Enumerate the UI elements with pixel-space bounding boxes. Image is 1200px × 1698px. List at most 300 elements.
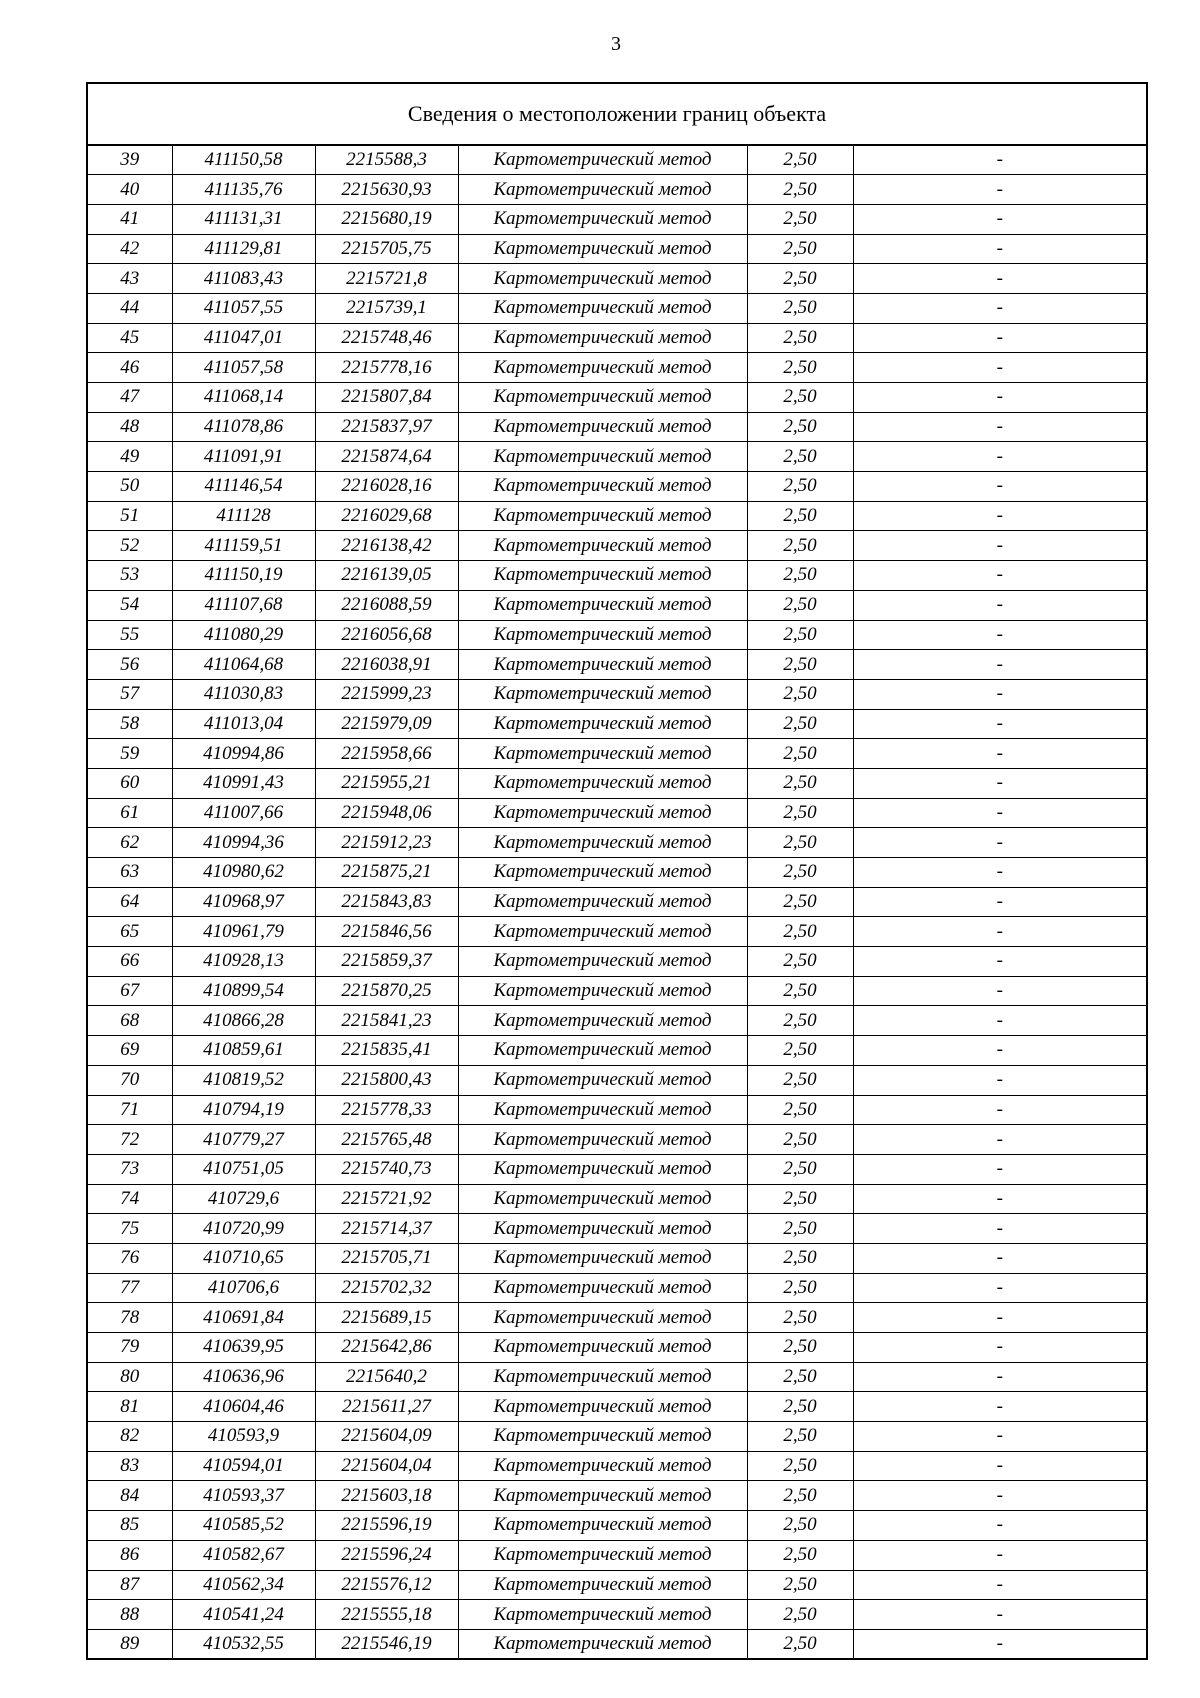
method-cell: Картометрический метод bbox=[458, 947, 747, 977]
y-coordinate-cell: 2215874,64 bbox=[315, 442, 458, 472]
precision-cell: 2,50 bbox=[747, 531, 853, 561]
table-title: Сведения о местоположении границ объекта bbox=[87, 83, 1147, 145]
x-coordinate-cell: 411057,55 bbox=[172, 293, 315, 323]
y-coordinate-cell: 2215999,23 bbox=[315, 679, 458, 709]
x-coordinate-cell: 410980,62 bbox=[172, 858, 315, 888]
x-coordinate-cell: 411078,86 bbox=[172, 412, 315, 442]
method-cell: Картометрический метод bbox=[458, 1214, 747, 1244]
table-row bbox=[87, 383, 1147, 413]
precision-cell: 2,50 bbox=[747, 204, 853, 234]
x-coordinate-cell: 411080,29 bbox=[172, 620, 315, 650]
method-cell: Картометрический метод bbox=[458, 383, 747, 413]
x-coordinate-cell: 410541,24 bbox=[172, 1600, 315, 1630]
method-cell: Картометрический метод bbox=[458, 353, 747, 383]
point-number-cell: 80 bbox=[87, 1362, 172, 1392]
page-number: 3 bbox=[611, 33, 621, 55]
precision-cell: 2,50 bbox=[747, 1362, 853, 1392]
table-row bbox=[87, 1125, 1147, 1155]
x-coordinate-cell: 410593,37 bbox=[172, 1481, 315, 1511]
precision-cell: 2,50 bbox=[747, 887, 853, 917]
table-row bbox=[87, 1451, 1147, 1481]
x-coordinate-cell: 411068,14 bbox=[172, 383, 315, 413]
method-cell: Картометрический метод bbox=[458, 531, 747, 561]
precision-cell: 2,50 bbox=[747, 590, 853, 620]
y-coordinate-cell: 2215611,27 bbox=[315, 1392, 458, 1422]
y-coordinate-cell: 2215778,33 bbox=[315, 1095, 458, 1125]
point-number-cell: 62 bbox=[87, 828, 172, 858]
x-coordinate-cell: 411091,91 bbox=[172, 442, 315, 472]
description-cell: - bbox=[853, 1214, 1147, 1244]
y-coordinate-cell: 2215680,19 bbox=[315, 204, 458, 234]
description-cell: - bbox=[853, 175, 1147, 205]
y-coordinate-cell: 2215596,19 bbox=[315, 1511, 458, 1541]
description-cell: - bbox=[853, 234, 1147, 264]
precision-cell: 2,50 bbox=[747, 1600, 853, 1630]
table-row bbox=[87, 709, 1147, 739]
y-coordinate-cell: 2215837,97 bbox=[315, 412, 458, 442]
point-number-cell: 60 bbox=[87, 768, 172, 798]
y-coordinate-cell: 2216088,59 bbox=[315, 590, 458, 620]
table-row bbox=[87, 1540, 1147, 1570]
table-row bbox=[87, 412, 1147, 442]
precision-cell: 2,50 bbox=[747, 1629, 853, 1659]
table-row bbox=[87, 1629, 1147, 1659]
y-coordinate-cell: 2215705,75 bbox=[315, 234, 458, 264]
point-number-cell: 86 bbox=[87, 1540, 172, 1570]
point-number-cell: 44 bbox=[87, 293, 172, 323]
point-number-cell: 73 bbox=[87, 1154, 172, 1184]
x-coordinate-cell: 410594,01 bbox=[172, 1451, 315, 1481]
description-cell: - bbox=[853, 323, 1147, 353]
y-coordinate-cell: 2215979,09 bbox=[315, 709, 458, 739]
point-number-cell: 47 bbox=[87, 383, 172, 413]
method-cell: Картометрический метод bbox=[458, 1006, 747, 1036]
point-number-cell: 43 bbox=[87, 264, 172, 294]
point-number-cell: 45 bbox=[87, 323, 172, 353]
method-cell: Картометрический метод bbox=[458, 1511, 747, 1541]
description-cell: - bbox=[853, 858, 1147, 888]
point-number-cell: 68 bbox=[87, 1006, 172, 1036]
point-number-cell: 72 bbox=[87, 1125, 172, 1155]
x-coordinate-cell: 410859,61 bbox=[172, 1036, 315, 1066]
description-cell: - bbox=[853, 1600, 1147, 1630]
x-coordinate-cell: 410532,55 bbox=[172, 1629, 315, 1659]
x-coordinate-cell: 410899,54 bbox=[172, 976, 315, 1006]
description-cell: - bbox=[853, 1362, 1147, 1392]
y-coordinate-cell: 2215835,41 bbox=[315, 1036, 458, 1066]
method-cell: Картометрический метод bbox=[458, 1154, 747, 1184]
description-cell: - bbox=[853, 1570, 1147, 1600]
precision-cell: 2,50 bbox=[747, 442, 853, 472]
precision-cell: 2,50 bbox=[747, 353, 853, 383]
precision-cell: 2,50 bbox=[747, 1540, 853, 1570]
table-row bbox=[87, 323, 1147, 353]
precision-cell: 2,50 bbox=[747, 1422, 853, 1452]
method-cell: Картометрический метод bbox=[458, 264, 747, 294]
table-row bbox=[87, 1214, 1147, 1244]
table-row bbox=[87, 1422, 1147, 1452]
description-cell: - bbox=[853, 293, 1147, 323]
point-number-cell: 46 bbox=[87, 353, 172, 383]
x-coordinate-cell: 411064,68 bbox=[172, 650, 315, 680]
precision-cell: 2,50 bbox=[747, 1095, 853, 1125]
y-coordinate-cell: 2215846,56 bbox=[315, 917, 458, 947]
y-coordinate-cell: 2215714,37 bbox=[315, 1214, 458, 1244]
x-coordinate-cell: 411047,01 bbox=[172, 323, 315, 353]
precision-cell: 2,50 bbox=[747, 412, 853, 442]
precision-cell: 2,50 bbox=[747, 1333, 853, 1363]
point-number-cell: 87 bbox=[87, 1570, 172, 1600]
precision-cell: 2,50 bbox=[747, 293, 853, 323]
y-coordinate-cell: 2216029,68 bbox=[315, 501, 458, 531]
precision-cell: 2,50 bbox=[747, 858, 853, 888]
method-cell: Картометрический метод bbox=[458, 472, 747, 502]
table-row bbox=[87, 976, 1147, 1006]
precision-cell: 2,50 bbox=[747, 620, 853, 650]
description-cell: - bbox=[853, 917, 1147, 947]
description-cell: - bbox=[853, 620, 1147, 650]
description-cell: - bbox=[853, 1095, 1147, 1125]
x-coordinate-cell: 411057,58 bbox=[172, 353, 315, 383]
description-cell: - bbox=[853, 1125, 1147, 1155]
table-row bbox=[87, 264, 1147, 294]
y-coordinate-cell: 2215603,18 bbox=[315, 1481, 458, 1511]
point-number-cell: 71 bbox=[87, 1095, 172, 1125]
description-cell: - bbox=[853, 264, 1147, 294]
method-cell: Картометрический метод bbox=[458, 1273, 747, 1303]
x-coordinate-cell: 410706,6 bbox=[172, 1273, 315, 1303]
x-coordinate-cell: 411146,54 bbox=[172, 472, 315, 502]
table-row bbox=[87, 472, 1147, 502]
precision-cell: 2,50 bbox=[747, 323, 853, 353]
y-coordinate-cell: 2215843,83 bbox=[315, 887, 458, 917]
x-coordinate-cell: 411150,19 bbox=[172, 561, 315, 591]
precision-cell: 2,50 bbox=[747, 947, 853, 977]
precision-cell: 2,50 bbox=[747, 1481, 853, 1511]
x-coordinate-cell: 410991,43 bbox=[172, 768, 315, 798]
y-coordinate-cell: 2216138,42 bbox=[315, 531, 458, 561]
y-coordinate-cell: 2215807,84 bbox=[315, 383, 458, 413]
x-coordinate-cell: 410961,79 bbox=[172, 917, 315, 947]
table-row bbox=[87, 679, 1147, 709]
method-cell: Картометрический метод bbox=[458, 620, 747, 650]
y-coordinate-cell: 2215958,66 bbox=[315, 739, 458, 769]
x-coordinate-cell: 410779,27 bbox=[172, 1125, 315, 1155]
table-row bbox=[87, 1065, 1147, 1095]
point-number-cell: 78 bbox=[87, 1303, 172, 1333]
y-coordinate-cell: 2215576,12 bbox=[315, 1570, 458, 1600]
table-row bbox=[87, 175, 1147, 205]
method-cell: Картометрический метод bbox=[458, 1362, 747, 1392]
method-cell: Картометрический метод bbox=[458, 1243, 747, 1273]
precision-cell: 2,50 bbox=[747, 828, 853, 858]
precision-cell: 2,50 bbox=[747, 234, 853, 264]
description-cell: - bbox=[853, 768, 1147, 798]
table-row bbox=[87, 1362, 1147, 1392]
precision-cell: 2,50 bbox=[747, 1273, 853, 1303]
method-cell: Картометрический метод bbox=[458, 887, 747, 917]
x-coordinate-cell: 410994,86 bbox=[172, 739, 315, 769]
method-cell: Картометрический метод bbox=[458, 1333, 747, 1363]
table-row bbox=[87, 768, 1147, 798]
point-number-cell: 76 bbox=[87, 1243, 172, 1273]
description-cell: - bbox=[853, 947, 1147, 977]
x-coordinate-cell: 410604,46 bbox=[172, 1392, 315, 1422]
method-cell: Картометрический метод bbox=[458, 1570, 747, 1600]
table-row bbox=[87, 1333, 1147, 1363]
table-row bbox=[87, 234, 1147, 264]
table-row bbox=[87, 204, 1147, 234]
point-number-cell: 41 bbox=[87, 204, 172, 234]
point-number-cell: 63 bbox=[87, 858, 172, 888]
description-cell: - bbox=[853, 1422, 1147, 1452]
description-cell: - bbox=[853, 1065, 1147, 1095]
table-row bbox=[87, 1036, 1147, 1066]
y-coordinate-cell: 2215705,71 bbox=[315, 1243, 458, 1273]
point-number-cell: 88 bbox=[87, 1600, 172, 1630]
y-coordinate-cell: 2215740,73 bbox=[315, 1154, 458, 1184]
x-coordinate-cell: 411131,31 bbox=[172, 204, 315, 234]
precision-cell: 2,50 bbox=[747, 650, 853, 680]
boundary-coordinates-table bbox=[86, 82, 1148, 1660]
method-cell: Картометрический метод bbox=[458, 1422, 747, 1452]
x-coordinate-cell: 410593,9 bbox=[172, 1422, 315, 1452]
point-number-cell: 54 bbox=[87, 590, 172, 620]
method-cell: Картометрический метод bbox=[458, 561, 747, 591]
description-cell: - bbox=[853, 679, 1147, 709]
x-coordinate-cell: 410866,28 bbox=[172, 1006, 315, 1036]
method-cell: Картометрический метод bbox=[458, 145, 747, 175]
method-cell: Картометрический метод bbox=[458, 1303, 747, 1333]
x-coordinate-cell: 410639,95 bbox=[172, 1333, 315, 1363]
precision-cell: 2,50 bbox=[747, 383, 853, 413]
y-coordinate-cell: 2215604,09 bbox=[315, 1422, 458, 1452]
y-coordinate-cell: 2215721,8 bbox=[315, 264, 458, 294]
table-row bbox=[87, 620, 1147, 650]
y-coordinate-cell: 2215702,32 bbox=[315, 1273, 458, 1303]
y-coordinate-cell: 2215588,3 bbox=[315, 145, 458, 175]
method-cell: Картометрический метод bbox=[458, 1540, 747, 1570]
table-row bbox=[87, 561, 1147, 591]
y-coordinate-cell: 2215778,16 bbox=[315, 353, 458, 383]
description-cell: - bbox=[853, 531, 1147, 561]
y-coordinate-cell: 2215748,46 bbox=[315, 323, 458, 353]
x-coordinate-cell: 411129,81 bbox=[172, 234, 315, 264]
y-coordinate-cell: 2215555,18 bbox=[315, 1600, 458, 1630]
precision-cell: 2,50 bbox=[747, 739, 853, 769]
table-row bbox=[87, 650, 1147, 680]
y-coordinate-cell: 2215875,21 bbox=[315, 858, 458, 888]
point-number-cell: 74 bbox=[87, 1184, 172, 1214]
precision-cell: 2,50 bbox=[747, 1570, 853, 1600]
table-row bbox=[87, 293, 1147, 323]
point-number-cell: 81 bbox=[87, 1392, 172, 1422]
precision-cell: 2,50 bbox=[747, 1184, 853, 1214]
description-cell: - bbox=[853, 1629, 1147, 1659]
precision-cell: 2,50 bbox=[747, 1154, 853, 1184]
method-cell: Картометрический метод bbox=[458, 1629, 747, 1659]
point-number-cell: 84 bbox=[87, 1481, 172, 1511]
method-cell: Картометрический метод bbox=[458, 1451, 747, 1481]
method-cell: Картометрический метод bbox=[458, 590, 747, 620]
x-coordinate-cell: 411128 bbox=[172, 501, 315, 531]
point-number-cell: 77 bbox=[87, 1273, 172, 1303]
precision-cell: 2,50 bbox=[747, 768, 853, 798]
point-number-cell: 56 bbox=[87, 650, 172, 680]
description-cell: - bbox=[853, 1392, 1147, 1422]
precision-cell: 2,50 bbox=[747, 1006, 853, 1036]
x-coordinate-cell: 410928,13 bbox=[172, 947, 315, 977]
y-coordinate-cell: 2215765,48 bbox=[315, 1125, 458, 1155]
description-cell: - bbox=[853, 887, 1147, 917]
description-cell: - bbox=[853, 1303, 1147, 1333]
x-coordinate-cell: 410585,52 bbox=[172, 1511, 315, 1541]
description-cell: - bbox=[853, 976, 1147, 1006]
method-cell: Картометрический метод bbox=[458, 1036, 747, 1066]
y-coordinate-cell: 2215912,23 bbox=[315, 828, 458, 858]
x-coordinate-cell: 410968,97 bbox=[172, 887, 315, 917]
description-cell: - bbox=[853, 709, 1147, 739]
precision-cell: 2,50 bbox=[747, 976, 853, 1006]
description-cell: - bbox=[853, 650, 1147, 680]
y-coordinate-cell: 2215596,24 bbox=[315, 1540, 458, 1570]
precision-cell: 2,50 bbox=[747, 1451, 853, 1481]
description-cell: - bbox=[853, 828, 1147, 858]
precision-cell: 2,50 bbox=[747, 1214, 853, 1244]
method-cell: Картометрический метод bbox=[458, 1392, 747, 1422]
precision-cell: 2,50 bbox=[747, 1243, 853, 1273]
table-row bbox=[87, 858, 1147, 888]
method-cell: Картометрический метод bbox=[458, 1065, 747, 1095]
table-body bbox=[87, 145, 1147, 1659]
method-cell: Картометрический метод bbox=[458, 976, 747, 1006]
precision-cell: 2,50 bbox=[747, 798, 853, 828]
description-cell: - bbox=[853, 798, 1147, 828]
description-cell: - bbox=[853, 1243, 1147, 1273]
description-cell: - bbox=[853, 1154, 1147, 1184]
table-row bbox=[87, 1511, 1147, 1541]
method-cell: Картометрический метод bbox=[458, 709, 747, 739]
point-number-cell: 66 bbox=[87, 947, 172, 977]
x-coordinate-cell: 411135,76 bbox=[172, 175, 315, 205]
description-cell: - bbox=[853, 1540, 1147, 1570]
precision-cell: 2,50 bbox=[747, 1065, 853, 1095]
description-cell: - bbox=[853, 739, 1147, 769]
x-coordinate-cell: 410691,84 bbox=[172, 1303, 315, 1333]
y-coordinate-cell: 2215739,1 bbox=[315, 293, 458, 323]
x-coordinate-cell: 411013,04 bbox=[172, 709, 315, 739]
y-coordinate-cell: 2215642,86 bbox=[315, 1333, 458, 1363]
y-coordinate-cell: 2215689,15 bbox=[315, 1303, 458, 1333]
description-cell: - bbox=[853, 1333, 1147, 1363]
description-cell: - bbox=[853, 590, 1147, 620]
point-number-cell: 53 bbox=[87, 561, 172, 591]
method-cell: Картометрический метод bbox=[458, 501, 747, 531]
precision-cell: 2,50 bbox=[747, 1392, 853, 1422]
description-cell: - bbox=[853, 204, 1147, 234]
y-coordinate-cell: 2215955,21 bbox=[315, 768, 458, 798]
point-number-cell: 39 bbox=[87, 145, 172, 175]
x-coordinate-cell: 410562,34 bbox=[172, 1570, 315, 1600]
point-number-cell: 58 bbox=[87, 709, 172, 739]
method-cell: Картометрический метод bbox=[458, 1125, 747, 1155]
description-cell: - bbox=[853, 472, 1147, 502]
y-coordinate-cell: 2215948,06 bbox=[315, 798, 458, 828]
x-coordinate-cell: 410751,05 bbox=[172, 1154, 315, 1184]
y-coordinate-cell: 2215859,37 bbox=[315, 947, 458, 977]
point-number-cell: 42 bbox=[87, 234, 172, 264]
x-coordinate-cell: 411107,68 bbox=[172, 590, 315, 620]
table-row bbox=[87, 887, 1147, 917]
method-cell: Картометрический метод bbox=[458, 323, 747, 353]
point-number-cell: 70 bbox=[87, 1065, 172, 1095]
table-row bbox=[87, 1273, 1147, 1303]
description-cell: - bbox=[853, 412, 1147, 442]
point-number-cell: 75 bbox=[87, 1214, 172, 1244]
description-cell: - bbox=[853, 442, 1147, 472]
point-number-cell: 82 bbox=[87, 1422, 172, 1452]
precision-cell: 2,50 bbox=[747, 709, 853, 739]
precision-cell: 2,50 bbox=[747, 501, 853, 531]
y-coordinate-cell: 2215870,25 bbox=[315, 976, 458, 1006]
precision-cell: 2,50 bbox=[747, 1036, 853, 1066]
method-cell: Картометрический метод bbox=[458, 293, 747, 323]
precision-cell: 2,50 bbox=[747, 917, 853, 947]
precision-cell: 2,50 bbox=[747, 561, 853, 591]
y-coordinate-cell: 2216038,91 bbox=[315, 650, 458, 680]
x-coordinate-cell: 411083,43 bbox=[172, 264, 315, 294]
table-row bbox=[87, 1392, 1147, 1422]
table-row bbox=[87, 145, 1147, 175]
point-number-cell: 52 bbox=[87, 531, 172, 561]
y-coordinate-cell: 2215800,43 bbox=[315, 1065, 458, 1095]
table-row bbox=[87, 1243, 1147, 1273]
point-number-cell: 89 bbox=[87, 1629, 172, 1659]
precision-cell: 2,50 bbox=[747, 1125, 853, 1155]
point-number-cell: 59 bbox=[87, 739, 172, 769]
boundary-table-container bbox=[86, 82, 1146, 1660]
table-row bbox=[87, 917, 1147, 947]
table-row bbox=[87, 1570, 1147, 1600]
description-cell: - bbox=[853, 1451, 1147, 1481]
y-coordinate-cell: 2216139,05 bbox=[315, 561, 458, 591]
point-number-cell: 48 bbox=[87, 412, 172, 442]
x-coordinate-cell: 411030,83 bbox=[172, 679, 315, 709]
description-cell: - bbox=[853, 1006, 1147, 1036]
method-cell: Картометрический метод bbox=[458, 798, 747, 828]
method-cell: Картометрический метод bbox=[458, 768, 747, 798]
x-coordinate-cell: 410729,6 bbox=[172, 1184, 315, 1214]
table-row bbox=[87, 590, 1147, 620]
table-row bbox=[87, 1006, 1147, 1036]
method-cell: Картометрический метод bbox=[458, 679, 747, 709]
method-cell: Картометрический метод bbox=[458, 739, 747, 769]
description-cell: - bbox=[853, 1511, 1147, 1541]
point-number-cell: 69 bbox=[87, 1036, 172, 1066]
precision-cell: 2,50 bbox=[747, 1511, 853, 1541]
method-cell: Картометрический метод bbox=[458, 1095, 747, 1125]
point-number-cell: 50 bbox=[87, 472, 172, 502]
x-coordinate-cell: 410720,99 bbox=[172, 1214, 315, 1244]
point-number-cell: 65 bbox=[87, 917, 172, 947]
point-number-cell: 51 bbox=[87, 501, 172, 531]
point-number-cell: 83 bbox=[87, 1451, 172, 1481]
point-number-cell: 55 bbox=[87, 620, 172, 650]
method-cell: Картометрический метод bbox=[458, 650, 747, 680]
method-cell: Картометрический метод bbox=[458, 1184, 747, 1214]
y-coordinate-cell: 2216028,16 bbox=[315, 472, 458, 502]
x-coordinate-cell: 410636,96 bbox=[172, 1362, 315, 1392]
